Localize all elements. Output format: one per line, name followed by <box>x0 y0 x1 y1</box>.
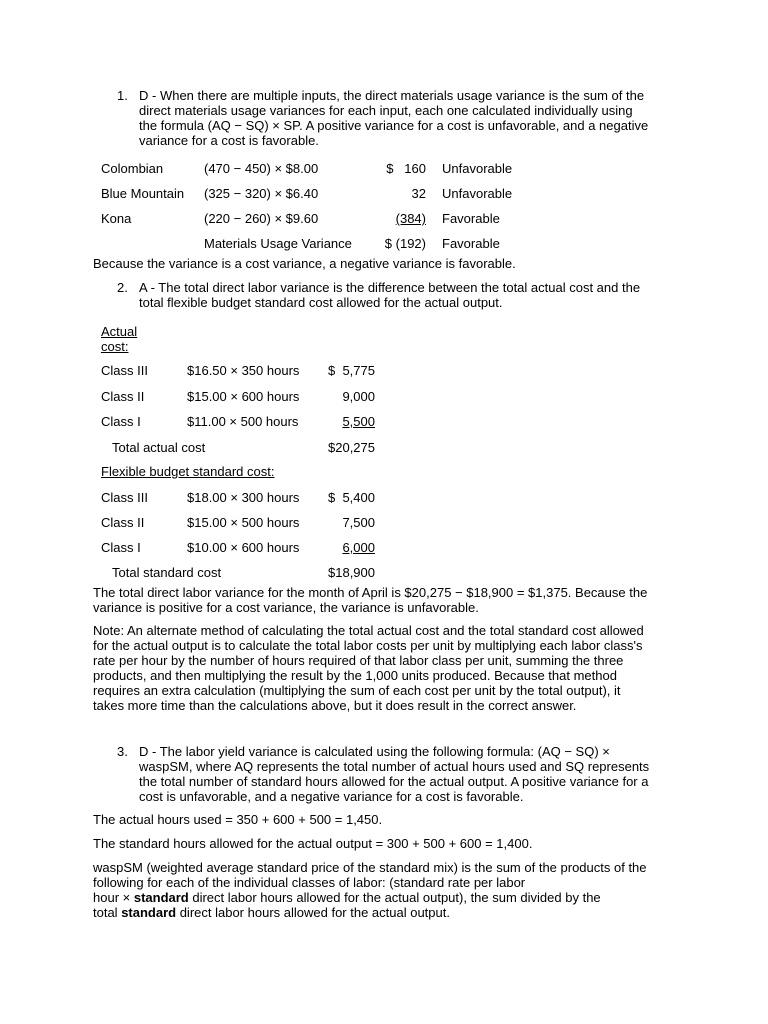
actual-calc: $16.50 × 350 hours <box>187 363 300 378</box>
q2-text <box>139 280 699 310</box>
q2-note-line: rate per hour by the number of hours required of that labor class per unit, summing the three <box>93 653 624 668</box>
q2-note <box>93 623 753 713</box>
actual-class: Class I <box>101 414 141 429</box>
actual-cost-heading: cost: <box>101 339 129 354</box>
q1-line: direct materials usage variances for each input, each one calculated individually using <box>139 103 633 118</box>
q1-total-result: Favorable <box>442 236 500 251</box>
total-standard-label: Total standard cost <box>112 565 222 580</box>
q1-row-amount: $ 160 <box>386 161 426 176</box>
q3-wasp-bold: standard <box>133 890 189 905</box>
q2-line: total flexible budget standard cost allowed for the actual output. <box>139 295 503 310</box>
q3-text <box>139 744 699 804</box>
q1-row-formula: (325 − 320) × $6.40 <box>204 186 319 201</box>
flex-calc: $18.00 × 300 hours <box>187 490 300 505</box>
q3-wasp-paragraph <box>93 860 753 920</box>
actual-cost-heading: Actual <box>101 324 138 339</box>
q1-number: 1. <box>117 88 128 103</box>
q1-line: the formula (AQ − SQ) × SP. A positive variance for a cost is unfavorable, and a negative <box>139 118 649 133</box>
flex-calc: $15.00 × 500 hours <box>187 515 300 530</box>
q3-line: D - The labor yield variance is calculated using the following formula: (AQ − SQ) × <box>139 744 610 759</box>
q1-row-name: Colombian <box>101 161 164 176</box>
actual-class: Class III <box>101 363 148 378</box>
flex-calc: $10.00 × 600 hours <box>187 540 300 555</box>
actual-amount: 5,500 <box>342 414 375 429</box>
flex-class: Class I <box>101 540 141 555</box>
flex-amount: 7,500 <box>342 515 375 530</box>
actual-calc: $15.00 × 600 hours <box>187 389 300 404</box>
q3-line: cost is unfavorable, and a negative variance for a cost is favorable. <box>139 789 524 804</box>
q2-conclusion-line: variance is positive for a cost variance, the variance is unfavorable. <box>93 600 479 615</box>
q2-line: A - The total direct labor variance is the difference between the total actual cost and the <box>139 280 641 295</box>
q3-wasp-line: following for each of the individual classes of labor: (standard rate per labor <box>93 875 526 890</box>
q1-row-amount: (384) <box>395 211 426 226</box>
q1-row-amount: 32 <box>411 186 426 201</box>
total-actual-amount: $20,275 <box>328 440 375 455</box>
q3-wasp-text: direct labor hours allowed for the actual output. <box>176 905 450 920</box>
q1-line: D - When there are multiple inputs, the direct materials usage variance is the sum of the <box>139 88 645 103</box>
q1-line: variance for a cost is favorable. <box>139 133 319 148</box>
q2-note-line: Note: An alternate method of calculating the total actual cost and the total standard cost allowed <box>93 623 644 638</box>
q3-actual-hours: The actual hours used = 350 + 600 + 500 = 1,450. <box>93 812 383 827</box>
q2-note-line: for the actual output is to calculate the total labor costs per unit by multiplying each labor class's <box>93 638 643 653</box>
q3-line: waspSM, where AQ represents the total number of actual hours used and SQ represents <box>139 759 650 774</box>
q1-row-result: Unfavorable <box>442 186 513 201</box>
total-actual-label: Total actual cost <box>112 440 206 455</box>
q1-row-name: Kona <box>101 211 132 226</box>
actual-amount: $ 5,775 <box>328 363 375 378</box>
q2-note-line: requires an extra calculation (multiplying the sum of each cost per unit by the total output), it <box>93 683 621 698</box>
q1-note: Because the variance is a cost variance, a negative variance is favorable. <box>93 256 516 271</box>
q3-wasp-line <box>93 905 753 920</box>
q1-row-name: Blue Mountain <box>101 186 185 201</box>
q3-wasp-bold: standard <box>121 905 177 920</box>
q2-conclusion-line: The total direct labor variance for the month of April is $20,275 − $18,900 = $1,375. Because the <box>93 585 648 600</box>
q3-wasp-text: direct labor hours allowed for the actual output), the sum divided by the <box>188 890 601 905</box>
actual-class: Class II <box>101 389 145 404</box>
q2-note-line: products, and then multiplying the result by the 1,000 units produced. Because that method <box>93 668 617 683</box>
q1-total-amount: $ (192) <box>384 236 426 251</box>
flex-amount: $ 5,400 <box>328 490 375 505</box>
q1-row-result: Favorable <box>442 211 500 226</box>
total-standard-amount: $18,900 <box>328 565 375 580</box>
flex-amount: 6,000 <box>342 540 375 555</box>
q3-standard-hours: The standard hours allowed for the actual output = 300 + 500 + 600 = 1,400. <box>93 836 533 851</box>
q2-number: 2. <box>117 280 128 295</box>
q3-wasp-text: hour × <box>93 890 134 905</box>
flex-class: Class III <box>101 490 148 505</box>
q2-conclusion <box>93 585 753 615</box>
q1-row-formula: (220 − 260) × $9.60 <box>204 211 319 226</box>
q3-line: the total number of standard hours allowed for the actual output. A positive variance for a <box>139 774 649 789</box>
q1-row-result: Unfavorable <box>442 161 513 176</box>
actual-calc: $11.00 × 500 hours <box>187 414 299 429</box>
flex-class: Class II <box>101 515 145 530</box>
q2-note-line: takes more time than the calculations above, but it does result in the correct answer. <box>93 698 577 713</box>
actual-amount: 9,000 <box>342 389 375 404</box>
q3-wasp-line <box>93 890 753 905</box>
q3-number: 3. <box>117 744 128 759</box>
q1-text <box>139 88 699 148</box>
flex-budget-heading: Flexible budget standard cost: <box>101 464 275 479</box>
q1-row-formula: (470 − 450) × $8.00 <box>204 161 319 176</box>
q3-wasp-text: total <box>93 905 122 920</box>
q1-total-label: Materials Usage Variance <box>204 236 352 251</box>
q3-wasp-line: waspSM (weighted average standard price of the standard mix) is the sum of the products of the <box>93 860 647 875</box>
